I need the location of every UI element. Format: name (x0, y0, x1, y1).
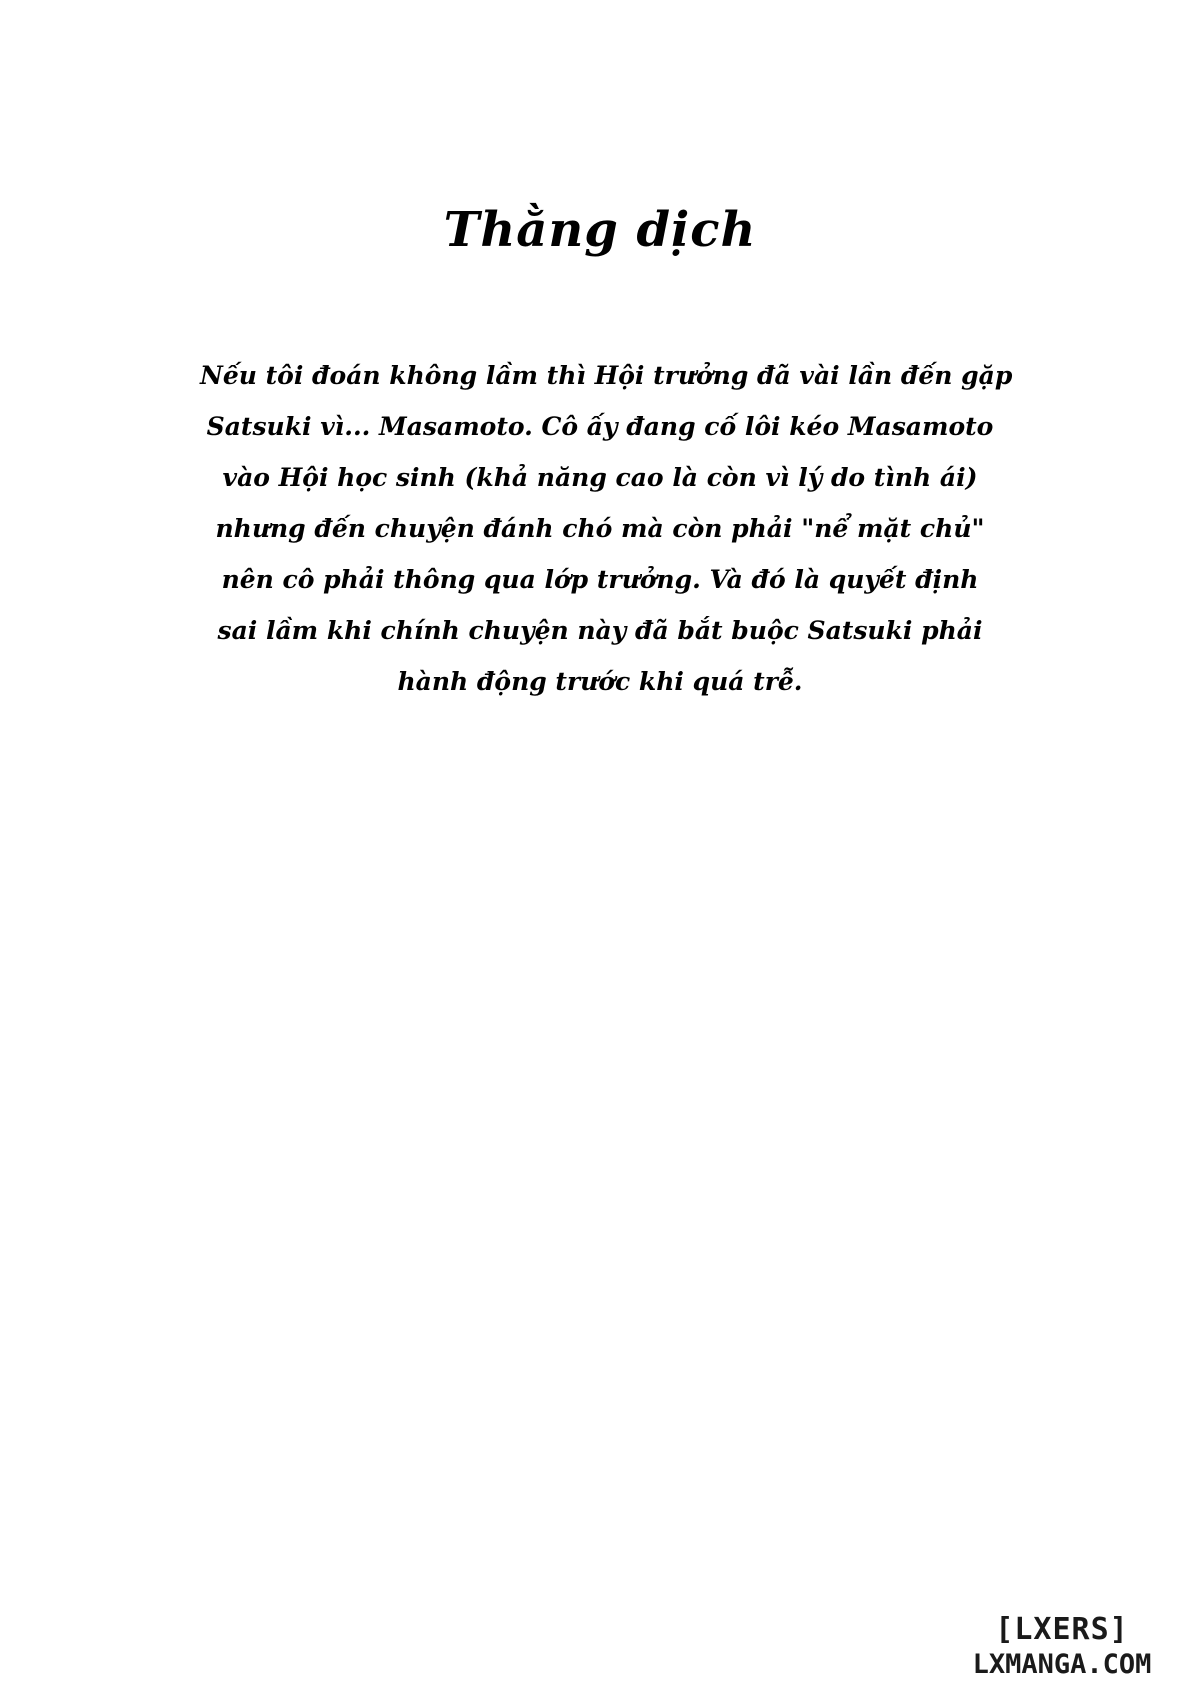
translator-note (200, 350, 1013, 707)
watermark-site: LXMANGA.COM (972, 1649, 1152, 1680)
note-line-3: vào Hội học sinh (khả năng cao là còn vì lý do tình ái) (222, 463, 978, 492)
note-line-2: Satsuki vì... Masamoto. Cô ấy đang cố lôi kéo Masamoto (206, 412, 994, 441)
page-title: Thằng dịch (443, 202, 757, 258)
note-line-7: hành động trước khi quá trễ. (397, 667, 803, 696)
watermark-group: [LXERS] (995, 1612, 1129, 1647)
note-line-4: nhưng đến chuyện đánh chó mà còn phải "nể mặt chủ" (215, 514, 985, 543)
watermark (962, 1612, 1162, 1682)
note-line-6: sai lầm khi chính chuyện này đã bắt buộc Satsuki phải (217, 616, 983, 645)
note-line-5: nên cô phải thông qua lớp trưởng. Và đó là quyết định (221, 565, 979, 594)
note-line-1: Nếu tôi đoán không lầm thì Hội trưởng đã vài lần đến gặp (200, 361, 1013, 390)
